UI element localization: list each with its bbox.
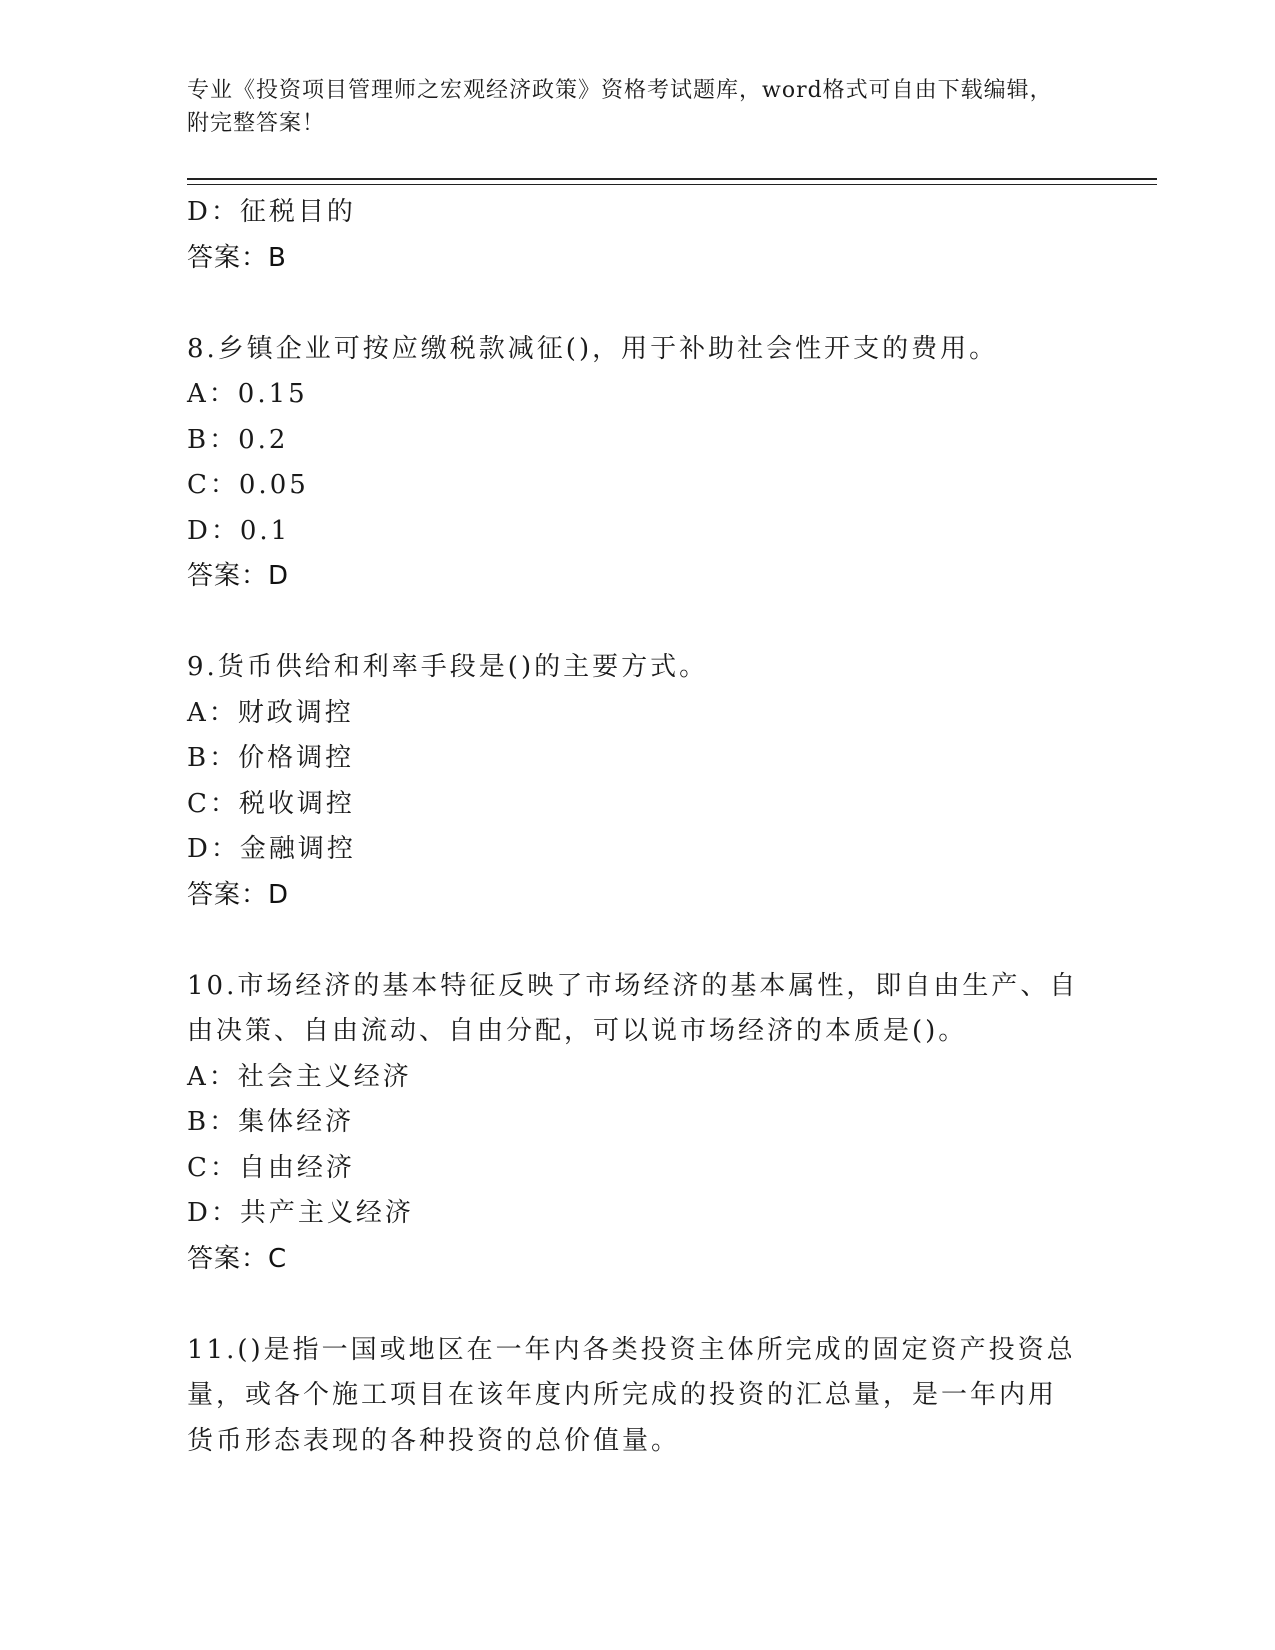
answer-line: 答案：C	[187, 1243, 288, 1274]
question-stem-line: 11.()是指一国或地区在一年内各类投资主体所完成的固定资产投资总	[187, 1334, 1076, 1365]
question-stem: 9.货币供给和利率手段是()的主要方式。	[187, 652, 709, 682]
option-c: C：税收调控	[187, 788, 355, 819]
header-divider-thick	[187, 178, 1157, 180]
option-c: C：0.05	[187, 470, 309, 500]
question-stem-line: 货币形态表现的各种投资的总价值量。	[187, 1425, 681, 1456]
header-text: 专业《投资项目管理师之宏观经济政策》资格考试题库，word格式可自由下载编辑，附完整答案！	[187, 78, 1053, 136]
question-stem-line: 由决策、自由流动、自由分配，可以说市场经济的本质是()。	[187, 1016, 968, 1046]
option-c: C：自由经济	[187, 1152, 355, 1183]
question-content	[187, 190, 1087, 1464]
document-header	[187, 74, 1067, 140]
option-d: D：金融调控	[187, 834, 356, 864]
question-stem: 8.乡镇企业可按应缴税款减征()，用于补助社会性开支的费用。	[187, 333, 999, 364]
header-divider-thin	[187, 184, 1157, 185]
spacer	[187, 918, 1087, 964]
answer-line: 答案：D	[187, 879, 290, 910]
question-stem-line: 10.市场经济的基本特征反映了市场经济的基本属性，即自由生产、自	[187, 970, 1079, 1001]
option-a: A：0.15	[187, 379, 308, 409]
option-d: D：征税目的	[187, 197, 356, 227]
option-d: D：0.1	[187, 515, 291, 546]
option-a: A：社会主义经济	[187, 1061, 412, 1092]
spacer	[187, 600, 1087, 646]
option-b: B：集体经济	[187, 1107, 355, 1137]
question-stem-line: 量，或各个施工项目在该年度内所完成的投资的汇总量，是一年内用	[187, 1380, 1058, 1410]
spacer	[187, 281, 1087, 327]
answer-line: 答案：D	[187, 561, 290, 591]
spacer	[187, 1282, 1087, 1328]
option-d: D：共产主义经济	[187, 1198, 414, 1228]
answer-line: 答案：B	[187, 242, 287, 273]
option-b: B：价格调控	[187, 743, 355, 773]
option-a: A：财政调控	[187, 697, 354, 728]
option-b: B：0.2	[187, 424, 289, 455]
